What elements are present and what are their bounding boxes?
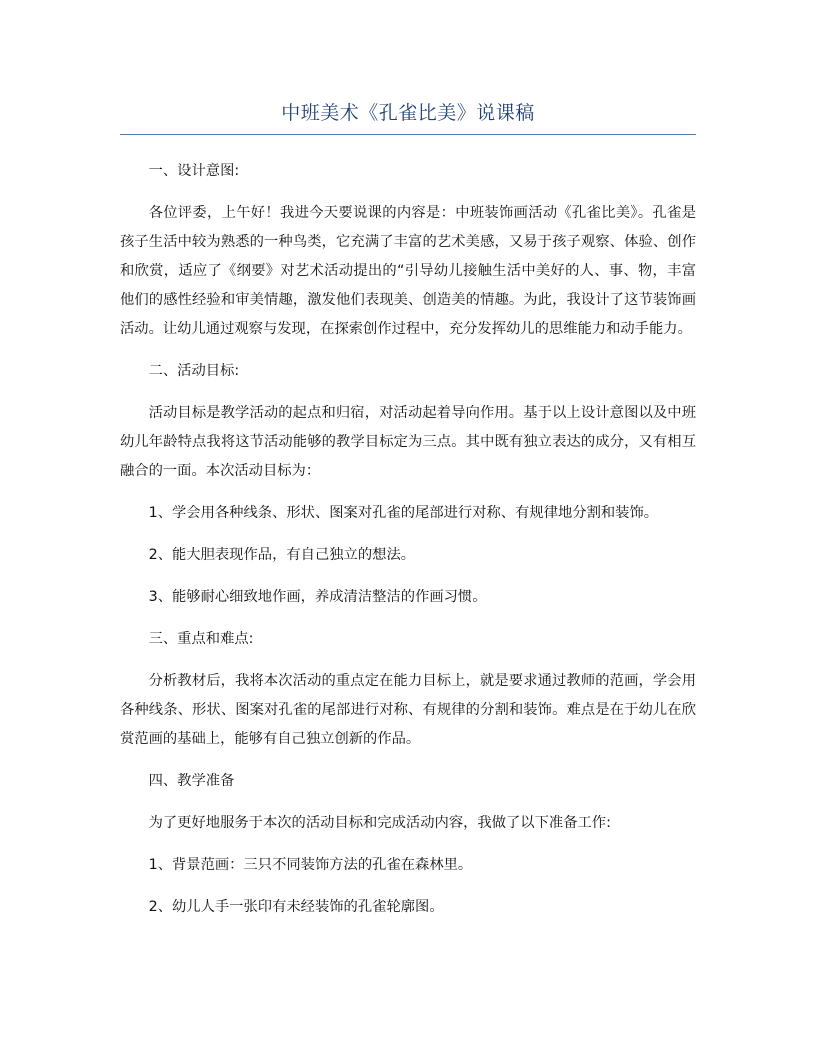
paragraph-design-intent: 各位评委，上午好！我进今天要说课的内容是：中班装饰画活动《孔雀比美》。孔雀是孩子生活中较为熟悉的一种鸟类，它充满了丰富的艺术美感，又易于孩子观察、体验、创作和欣赏，适应了《纲要》对艺术活动提出的“引导幼儿接触生活中美好的人、事、物，丰富他们的感性经验和审美情趣，激发他们表现美、创造美的情趣。为此，我设计了这节装饰画活动。让幼儿通过观察与发现，在探索创作过程中，充分发挥幼儿的思维能力和动手能力。 xyxy=(120,205,696,337)
paragraph-preparation: 为了更好地服务于本次的活动目标和完成活动内容，我做了以下准备工作: xyxy=(148,815,611,831)
preparation-item-1: 1、背景范画：三只不同装饰方法的孔雀在森林里。 xyxy=(148,857,473,873)
goal-item-3: 3、能够耐心细致地作画，养成清洁整洁的作画习惯。 xyxy=(148,589,487,605)
title-underline xyxy=(120,134,696,135)
section-heading-activity-goals: 二、活动目标: xyxy=(148,363,240,379)
paragraph-key-points: 分析教材后，我将本次活动的重点定在能力目标上，就是要求通过教师的范画，学会用各种线条、形状、图案对孔雀的尾部进行对称、有规律的分割和装饰。难点是在于幼儿在欣赏范画的基础上，能够有自己独立创新的作品。 xyxy=(120,673,696,747)
document-title: 中班美术《孔雀比美》说课稿 xyxy=(281,102,535,124)
section-heading-key-points: 三、重点和难点: xyxy=(148,631,254,647)
section-heading-design-intent: 一、设计意图: xyxy=(148,163,240,179)
goal-item-2: 2、能大胆表现作品，有自己独立的想法。 xyxy=(148,547,416,563)
document-body xyxy=(120,157,696,935)
section-heading-preparation: 四、教学准备 xyxy=(148,773,235,789)
goal-item-1: 1、学会用各种线条、形状、图案对孔雀的尾部进行对称、有规律地分割和装饰。 xyxy=(148,505,659,521)
paragraph-activity-goals: 活动目标是教学活动的起点和归宿，对活动起着导向作用。基于以上设计意图以及中班幼儿年龄特点我将这节活动能够的教学目标定为三点。其中既有独立表达的成分，又有相互融合的一面。本次活动目标为： xyxy=(120,405,696,479)
preparation-item-2: 2、幼儿人手一张印有未经装饰的孔雀轮廓图。 xyxy=(148,899,444,915)
